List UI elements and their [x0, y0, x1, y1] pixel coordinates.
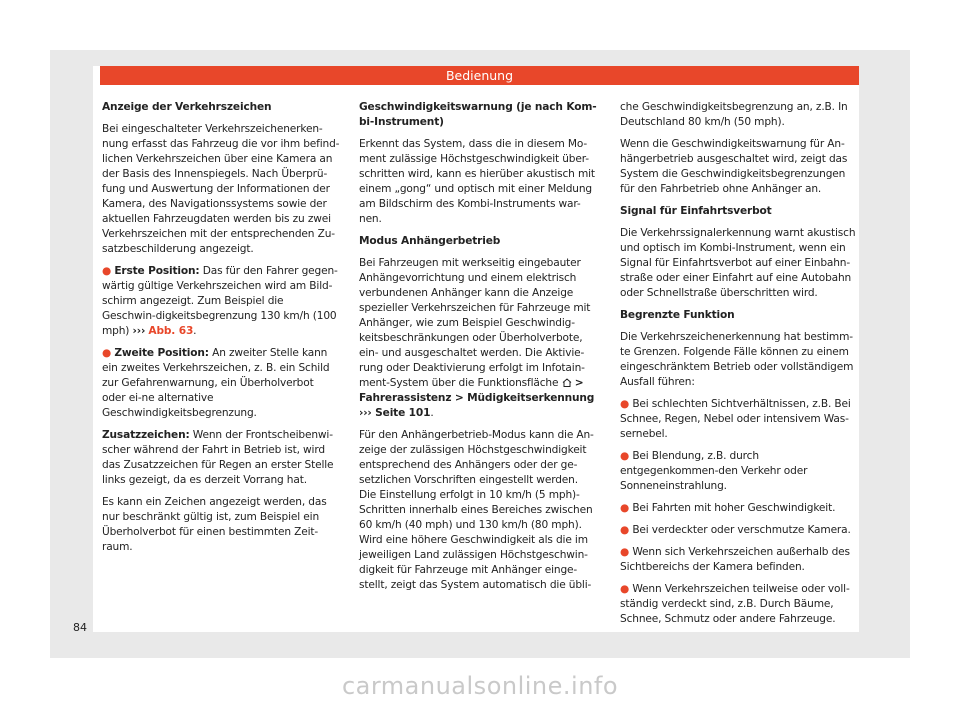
limitation-bullet — [620, 501, 858, 516]
paragraph-intro: Bei eingeschalteter Verkehrszeichenerken-nung erfasst das Fahrzeug die vor ihm befind-lichen Verkehrszeichen über eine Kamera an der Basis des Innenspiegels. Nach Überprü-fung und Auswertung der Informationen der Kamera, des Navigationssystems sowie der aktuellen Fahrzeugdaten werden bis zu zwei Verkehrszeichen mit der entsprechenden Zu-satzbeschilderung angezeigt. — [102, 123, 340, 255]
heading-einfahrtsverbot: Signal für Einfahrtsverbot — [620, 205, 772, 217]
bullet-text: An zweiter Stelle kann ein zweites Verkehrszeichen, z. B. ein Schild zur Gefahrenwarnung, ein Überholverbot oder ei-ne alternative Geschwindigkeitsbegrenzung. — [102, 347, 330, 419]
bullet-text: Wenn sich Verkehrszeichen außerhalb des Sichtbereichs der Kamera befinden. — [620, 546, 850, 573]
limitation-bullet — [620, 397, 858, 442]
paragraph-trailer-speed: Für den Anhängerbetrieb-Modus kann die An-zeige der zulässigen Höchstgeschwindigkeit entsprechend des Anhängers oder der ge-setzlichen Vorschriften eingestellt werden. Die Einstellung erfolgt in 10 km/h (5 mph)-Schritten innerhalb eines Bereiches zwischen 60 km/h (40 mph) und 130 km/h (80 mph). Wird eine höhere Geschwindigkeit als die im jeweiligen Land zulässigen Höchstgeschwin-digkeit für Fahrzeuge mit Anhänger einge-stellt, zeigt das System automatisch die übli- — [359, 429, 594, 591]
menu-path: > Fahrerassistenz > Müdigkeitserkennung — [359, 377, 595, 404]
limitation-bullet — [620, 449, 858, 494]
bullet-first-position: ● Erste Position: Das für den Fahrer gegen-wärtig gültige Verkehrszeichen wird am Bild-schirm angezeigt. Zum Beispiel die Geschwin-digkeitsbegrenzung 130 km/h (100 mph) ››› Abb. 63. — [102, 265, 338, 337]
paragraph-limited-validity: Es kann ein Zeichen angezeigt werden, das nur beschränkt gültig ist, zum Beispiel ein Überholverbot für einen bestimmten Zeit-raum. — [102, 496, 327, 553]
bullet-dot-icon: ● — [620, 398, 630, 410]
bullet-text: Bei Fahrten mit hoher Geschwindigkeit. — [632, 502, 836, 514]
column-2 — [359, 100, 597, 600]
bullet-dot-icon: ● — [620, 546, 630, 558]
bullet-text: Bei Blendung, z.B. durch entgegenkommen-den Verkehr oder Sonneneinstrahlung. — [620, 450, 808, 492]
paragraph-limitations: Die Verkehrszeichenerkennung hat bestimm-te Grenzen. Folgende Fälle können zu einem eingeschränktem Betrieb oder vollständigem Ausfall führen: — [620, 331, 854, 388]
section-header: Bedienung — [100, 66, 859, 85]
heading-geschwindigkeitswarnung: Geschwindigkeitswarnung (je nach Kom-bi-Instrument) — [359, 101, 597, 128]
heading-anzeige: Anzeige der Verkehrszeichen — [102, 101, 272, 113]
paragraph-continued: che Geschwindigkeitsbegrenzung an, z.B. In Deutschland 80 km/h (50 mph). — [620, 101, 848, 128]
bullet-dot-icon: ● — [620, 450, 630, 462]
column-3 — [620, 100, 858, 634]
bullet-dot-icon: ● — [102, 265, 112, 277]
watermark: carmanualsonline.info — [341, 672, 619, 700]
column-1 — [102, 100, 340, 562]
bullet-dot-icon: ● — [620, 502, 630, 514]
bullet-dot-icon: ● — [620, 524, 630, 536]
heading-anhaengerbetrieb: Modus Anhängerbetrieb — [359, 235, 501, 247]
bullet-dot-icon: ● — [620, 583, 630, 595]
label-zusatzzeichen: Zusatzzeichen: — [102, 429, 190, 441]
limitation-bullet — [620, 545, 858, 575]
page-number: 84 — [73, 621, 87, 634]
home-icon — [562, 378, 572, 387]
bullet-text: Das für den Fahrer gegen-wärtig gültige Verkehrszeichen wird am Bild-schirm angezeigt. Zum Beispiel die Geschwin-digkeitsbegrenzung 130 km/h (100 mph) — [102, 265, 338, 337]
bullet-dot-icon: ● — [102, 347, 112, 359]
paragraph-speed-warning: Erkennt das System, dass die in diesem Mo-ment zulässige Höchstgeschwindigkeit über-schritten wird, kann es hierüber akustisch mit einem „gong“ und optisch mit einer Meldung am Bildschirm des Kombi-Instruments war-nen. — [359, 138, 595, 225]
bullet-text: Wenn Verkehrszeichen teilweise oder voll-ständig verdeckt sind, z.B. Durch Bäume, Schnee, Schmutz oder andere Fahrzeuge. — [620, 583, 850, 625]
limitation-bullet — [620, 523, 858, 538]
paragraph-no-entry: Die Verkehrssignalerkennung warnt akustisch und optisch im Kombi-Instrument, wenn ein Signal für Einfahrtsverbot auf einer Einbahn-straße oder einer Einfahrt auf eine Autobahn oder Schnellstraße überschritten wird. — [620, 227, 856, 299]
heading-begrenzte-funktion: Begrenzte Funktion — [620, 309, 735, 321]
bullet-text: Bei schlechten Sichtverhältnissen, z.B. Bei Schnee, Regen, Nebel oder intensivem Was-sernebel. — [620, 398, 851, 440]
paragraph-zusatzzeichen — [102, 428, 340, 488]
paragraph-trailer-off: Wenn die Geschwindigkeitswarnung für An-hängerbetrieb ausgeschaltet wird, zeigt das System die Geschwindigkeitsbegrenzungen für den Fahrbetrieb ohne Anhänger an. — [620, 138, 848, 195]
bullet-second-position — [102, 346, 340, 421]
bullet-label: Zweite Position: — [114, 347, 209, 359]
ref-arrow: ››› — [132, 325, 146, 337]
trailer-mode-text: Bei Fahrzeugen mit werkseitig eingebauter Anhängevorrichtung und einem elektrisch verbundenen Anhänger kann die Anzeige spezieller Verkehrszeichen für Fahrzeuge mit Anhänger, wie zum Beispiel Geschwindig-keitsbeschränkungen oder Überholverbote, ein- und ausgeschaltet werden. Die Aktivie-rung oder Deaktivierung erfolgt im Infotain-ment-System über die Funktionsfläche — [359, 257, 591, 389]
figure-reference-link[interactable]: Abb. 63 — [148, 325, 194, 337]
paragraph-trailer-mode: Bei Fahrzeugen mit werkseitig eingebauter Anhängevorrichtung und einem elektrisch verbundenen Anhänger kann die Anzeige spezieller Verkehrszeichen für Fahrzeuge mit Anhänger, wie zum Beispiel Geschwindig-keitsbeschränkungen oder Überholverbote, ein- und ausgeschaltet werden. Die Aktivie-rung oder Deaktivierung erfolgt im Infotain-ment-System über die Funktionsfläche > Fahrerassistenz > Müdigkeitserkennung ››› Seite 101. — [359, 257, 595, 419]
limitation-bullet — [620, 582, 858, 627]
text-zusatzzeichen: Wenn der Frontscheibenwi-scher während der Fahrt in Betrieb ist, wird das Zusatzzeichen für Regen an erster Stelle links gezeigt, da es derzeit Vorrang hat. — [102, 429, 334, 486]
bullet-text: Bei verdeckter oder verschmutze Kamera. — [632, 524, 851, 536]
bullet-label: Erste Position: — [114, 265, 200, 277]
page-reference-link[interactable]: ››› Seite 101 — [359, 407, 431, 419]
